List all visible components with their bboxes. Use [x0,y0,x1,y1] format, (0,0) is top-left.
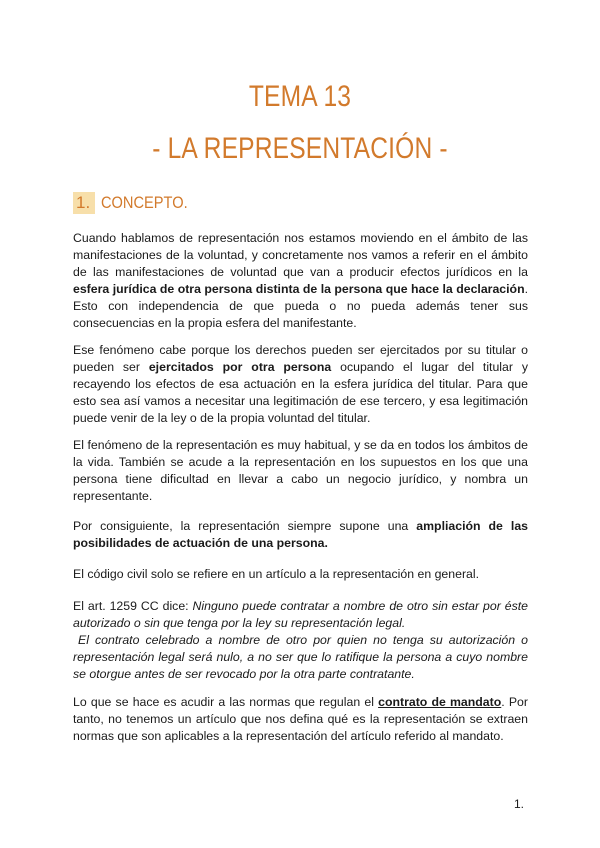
p2-text-a: Ese fenómeno cabe porque los derechos pueden ser ejercitados por su titular o pueden ser [73,343,528,374]
p7-link-term [378,695,501,709]
p7-text-c: . Por tanto, no tenemos un artículo que nos defina qué es la representación se extraen normas que son aplicables a la representación del artículo referido al mandato. [73,695,528,743]
section-heading [73,192,202,214]
p2-bold: ejercitados por otra persona [148,360,332,374]
p1-text-c: . Esto con independencia de que pueda o no pueda además tener sus consecuencias en la propia esfera del manifestante. [73,282,528,330]
paragraph-3: El fenómeno de la representación es muy habitual, y se da en todos los ámbitos de la vida. También se acude a la representación en los supuestos en los que una persona tiene dificultad en llevar a cabo un negocio jurídico, y nombra un representante. [73,438,528,503]
p4-bold: ampliación de las posibilidades de actuación de una persona. [73,519,529,550]
section-number: 1. [73,192,95,214]
p7-text-a: Lo que se hace es acudir a las normas que regulan el [73,695,379,709]
p6-quote-1: Ninguno puede contratar a nombre de otro sin estar por éste autorizado o sin que tenga por la ley su representación legal. [73,599,529,630]
p1-bold: esfera jurídica de otra persona distinta de la persona que hace la declaración [73,282,525,296]
section-title: CONCEPTO. [101,193,188,212]
paragraph-5: El código civil solo se refiere en un artículo a la representación en general. [73,567,480,581]
paragraph-7 [73,694,528,745]
paragraph-4 [73,518,528,552]
paragraph-2 [73,342,528,427]
p4-text-a: Por consiguiente, la representación siempre supone una [73,519,417,533]
page-title-line2: - LA REPRESENTACIÓN - [152,132,448,165]
p2-text-c: ocupando el lugar del titular y recayendo los efectos de esa actuación en la esfera jurídica del titular. Para que esto sea así vamos a necesitar una legitimación de ese tercero, y esa legitimación puede venir de la ley o de la propia voluntad del titular. [73,360,528,425]
paragraph-1 [73,230,528,332]
p6-quote-2: El contrato celebrado a nombre de otro por quien no tenga su autorización o representación legal será nulo, a no ser que lo ratifique la persona a cuyo nombre se otorgue antes de ser revocado por la otra parte contratante. [73,633,528,681]
page-number: 1. [514,797,525,811]
p7-underlined: contrato de mandato [378,695,502,709]
paragraph-6 [73,598,528,683]
page-title-line1: TEMA 13 [248,80,352,113]
p1-text-a: Cuando hablamos de representación nos estamos moviendo en el ámbito de las manifestaciones de la voluntad, y concretamente nos vamos a referir en el ámbito de las manifestaciones de voluntad que van a producir efectos jurídicos en la [73,231,528,279]
p6-text-a: El art. 1259 CC dice: [73,599,193,613]
